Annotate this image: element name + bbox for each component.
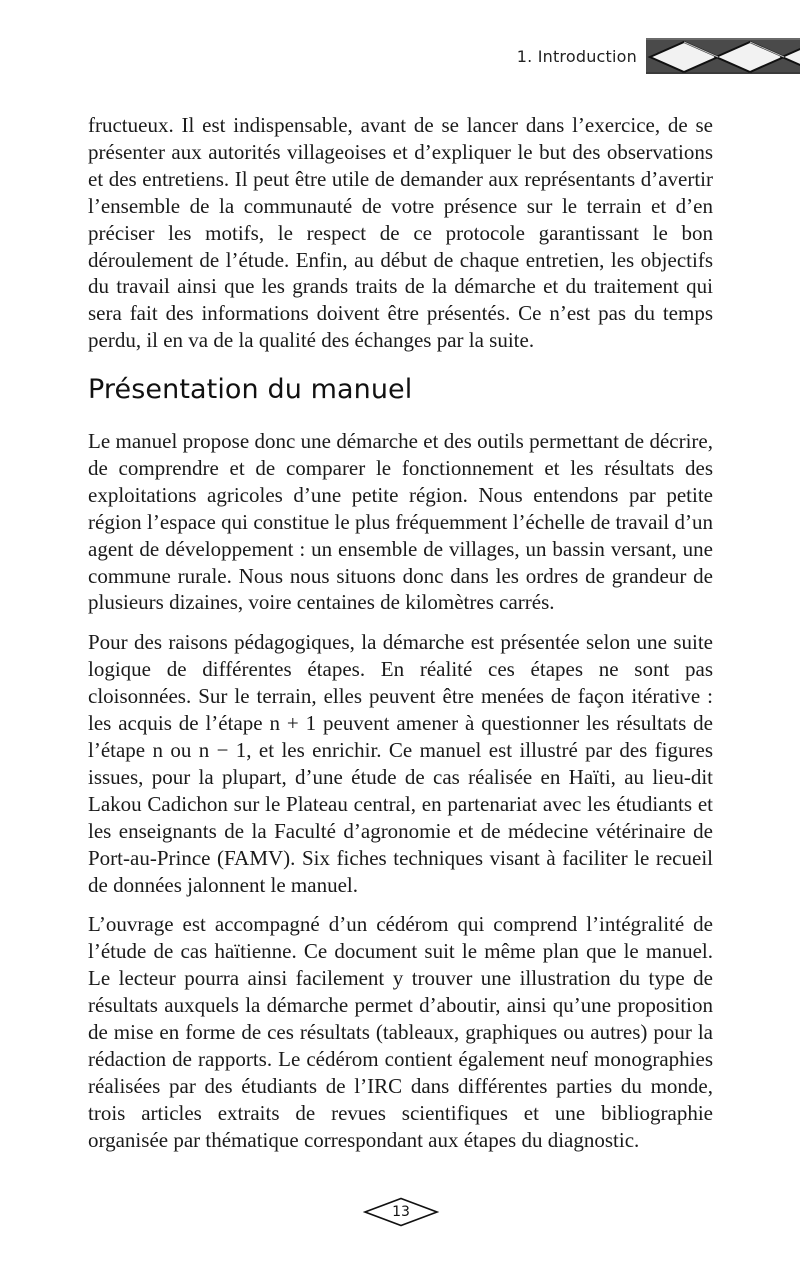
diamond-pattern-icon <box>646 38 800 74</box>
page-number-label: 13 <box>392 1204 410 1220</box>
intro-paragraph: fructueux. Il est indispensable, avant de se lancer dans l’exercice, de se présenter aux autorités villageoises et d’expliquer le but des observations et des entretiens. Il peut être utile de demander aux représentants d’avertir l’ensemble de la communauté de votre présence sur le terrain et d’en préciser les motifs, le respect de ce protocole garantissant le bon déroulement de l’étude. Enfin, au début de chaque entretien, les objectifs du travail ainsi que les grands traits de la démarche et du traitement qui sera fait des informations doivent être présentés. Ce n’est pas du temps perdu, il en va de la qualité des échanges par la suite. <box>88 113 713 353</box>
intro-text <box>88 112 713 354</box>
page-number <box>363 1197 439 1227</box>
running-header <box>517 38 800 74</box>
body-paragraph: Pour des raisons pédagogiques, la démarche est présentée selon une suite logique de différentes étapes. En réalité ces étapes ne sont pas cloisonnées. Sur le terrain, elles peuvent être menées de façon itérative : les acquis de l’étape n + 1 peuvent amener à questionner les résultats de l’étape n ou n − 1, et les enrichir. Ce manuel est illustré par des figures issues, pour la plupart, d’une étude de cas réalisée en Haïti, au lieu-dit Lakou Cadichon sur le Plateau central, en partenariat avec les étudiants et les enseignants de la Faculté d’agronomie et de médecine vétérinaire de Port-au-Prince (FAMV). Six fiches techniques visant à faciliter le recueil de données jalonnent le manuel. <box>88 630 713 897</box>
section-title: Présentation du manuel <box>88 374 413 405</box>
chapter-label: 1. Introduction <box>516 46 637 66</box>
body-paragraph: Le manuel propose donc une démarche et des outils permettant de décrire, de comprendre et de comparer le fonctionnement et les résultats des exploitations agricoles d’une petite région. Nous entendons par petite région l’espace qui constitue le plus fréquemment l’échelle de travail d’un agent de développement : un ensemble de villages, un bassin versant, une commune rurale. Nous nous situons donc dans les ordres de grandeur de plusieurs dizaines, voire centaines de kilomètres carrés. <box>88 429 713 615</box>
body-paragraph: L’ouvrage est accompagné d’un cédérom qui comprend l’intégralité de l’étude de cas haïtienne. Ce document suit le même plan que le manuel. Le lecteur pourra ainsi facilement y trouver une illustration du type de résultats auxquels la démarche permet d’aboutir, ainsi qu’une proposition de mise en forme de ces résultats (tableaux, graphiques ou autres) pour la rédaction de rapports. Le cédérom contient également neuf monographies réalisées par des étudiants de l’IRC dans différentes parties du monde, trois articles extraits de revues scientifiques et une bibliographie organisée par thématique correspondant aux étapes du diagnostic. <box>88 912 713 1152</box>
section-body <box>88 428 713 1154</box>
